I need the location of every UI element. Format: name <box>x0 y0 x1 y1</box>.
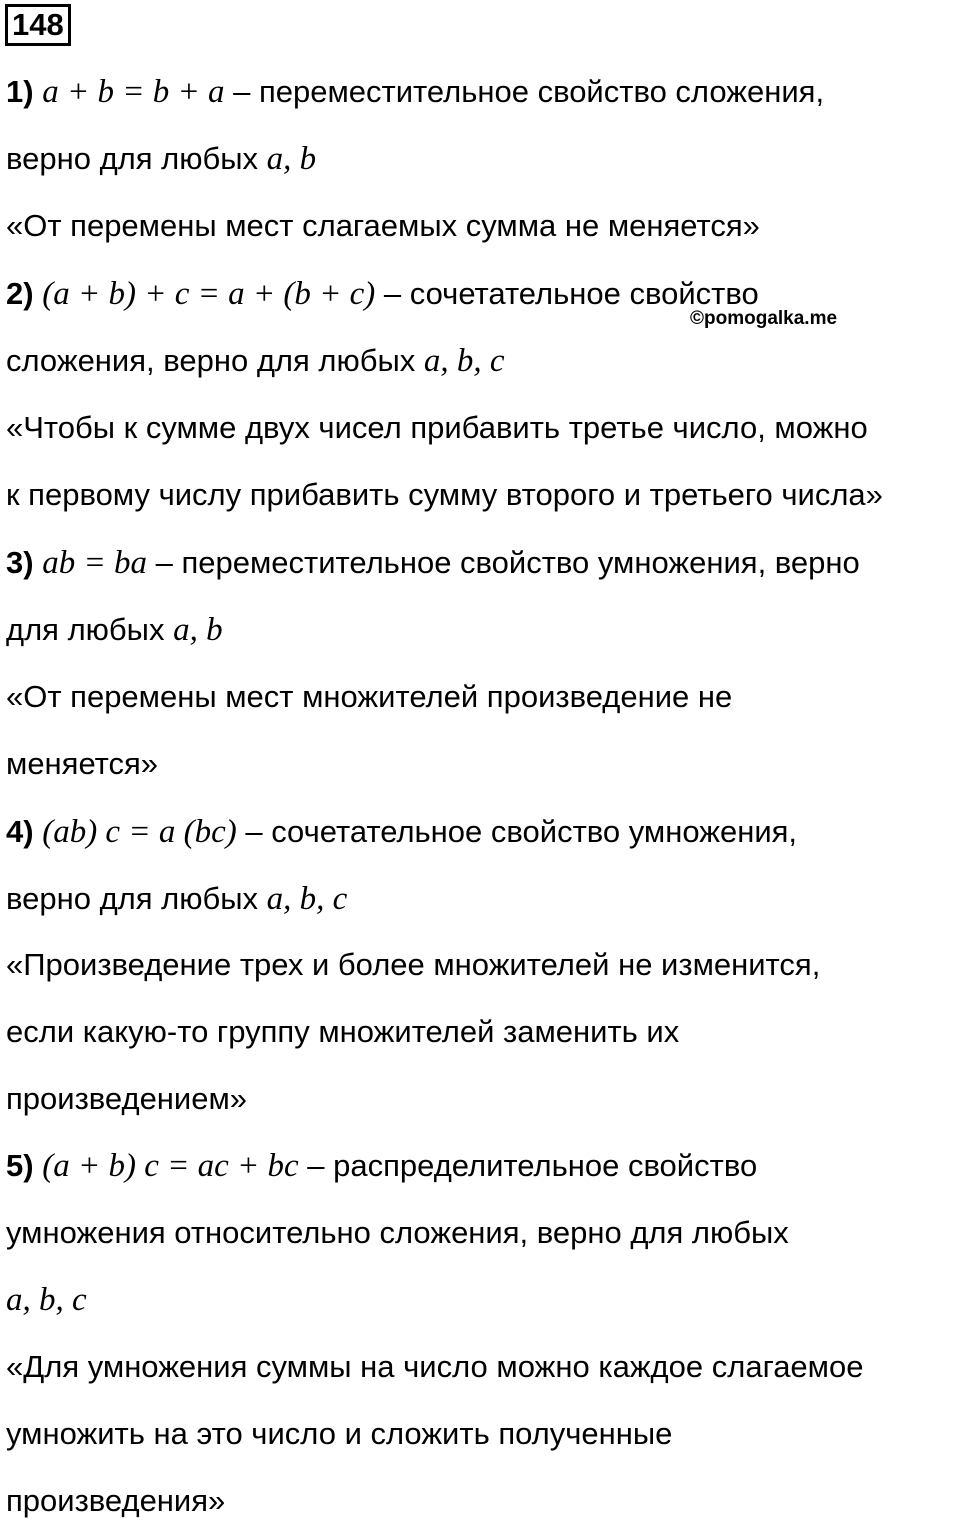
item-2-rule-line-1: «Чтобы к сумме двух чисел прибавить третье число, можно <box>6 410 868 445</box>
item-4-condition <box>6 879 956 919</box>
item-5-rule-line-3: произведения» <box>6 1483 226 1518</box>
item-5-vars: a, b, c <box>6 1282 87 1318</box>
item-3-formula: ab = ba <box>42 545 147 581</box>
item-4-rule-line-1: «Произведение трех и более множителей не изменится, <box>6 947 821 982</box>
item-4-rule-line-2: если какую-то группу множителей заменить их <box>6 1014 680 1049</box>
item-4-formula: (ab) c = a (bc) <box>42 814 237 850</box>
item-4-number: 4) <box>6 814 34 849</box>
watermark: ©pomogalka.me <box>690 308 838 329</box>
item-5-condition: умножения относительно сложения, верно для любых <box>6 1215 789 1250</box>
item-2-vars: a, b, c <box>423 343 505 379</box>
item-3-condition <box>6 610 956 650</box>
item-3-condition-text: для любых <box>6 612 174 647</box>
item-2-description: – сочетательное свойство <box>375 276 759 311</box>
item-1-condition <box>6 139 956 179</box>
item-2-formula: (a + b) + c = a + (b + c) <box>42 276 376 312</box>
item-1-description: – переместительное свойство сложения, <box>224 74 825 109</box>
item-5-vars-line <box>6 1280 956 1320</box>
item-1-heading <box>6 72 956 112</box>
item-4-condition-text: верно для любых <box>6 881 267 916</box>
item-3-number: 3) <box>6 545 34 580</box>
item-2-condition-text: сложения, верно для любых <box>6 343 424 378</box>
item-5-number: 5) <box>6 1148 34 1183</box>
item-1-condition-text: верно для любых <box>6 141 267 176</box>
item-3-rule-line-1: «От перемены мест множителей произведение не <box>6 679 733 714</box>
item-4-description: – сочетательное свойство умножения, <box>236 814 798 849</box>
item-1-vars: a, b <box>266 141 317 177</box>
item-3-description: – переместительное свойство умножения, верно <box>146 545 860 580</box>
item-5-rule-line-1: «Для умножения суммы на число можно каждое слагаемое <box>6 1349 864 1384</box>
item-5-rule-line-2: умножить на это число и сложить полученные <box>6 1416 673 1451</box>
item-4-heading <box>6 812 956 852</box>
item-1-formula: a + b = b + a <box>42 74 225 110</box>
item-3-heading <box>6 543 956 583</box>
item-1-rule: «От перемены мест слагаемых сумма не меняется» <box>6 208 760 243</box>
item-3-vars: a, b <box>173 612 223 648</box>
item-2-rule-line-2: к первому числу прибавить сумму второго и третьего числа» <box>6 477 883 512</box>
item-2-condition <box>6 341 956 381</box>
task-number: 148 <box>5 4 71 46</box>
item-4-vars: a, b, c <box>266 881 348 917</box>
item-4-rule-line-3: произведением» <box>6 1081 248 1116</box>
item-5-formula: (a + b) c = ac + bc <box>42 1148 299 1184</box>
item-1-number: 1) <box>6 74 34 109</box>
item-3-rule-line-2: меняется» <box>6 746 159 781</box>
item-5-description: – распределительное свойство <box>298 1148 758 1183</box>
item-5-heading <box>6 1146 956 1186</box>
item-2-number: 2) <box>6 276 34 311</box>
